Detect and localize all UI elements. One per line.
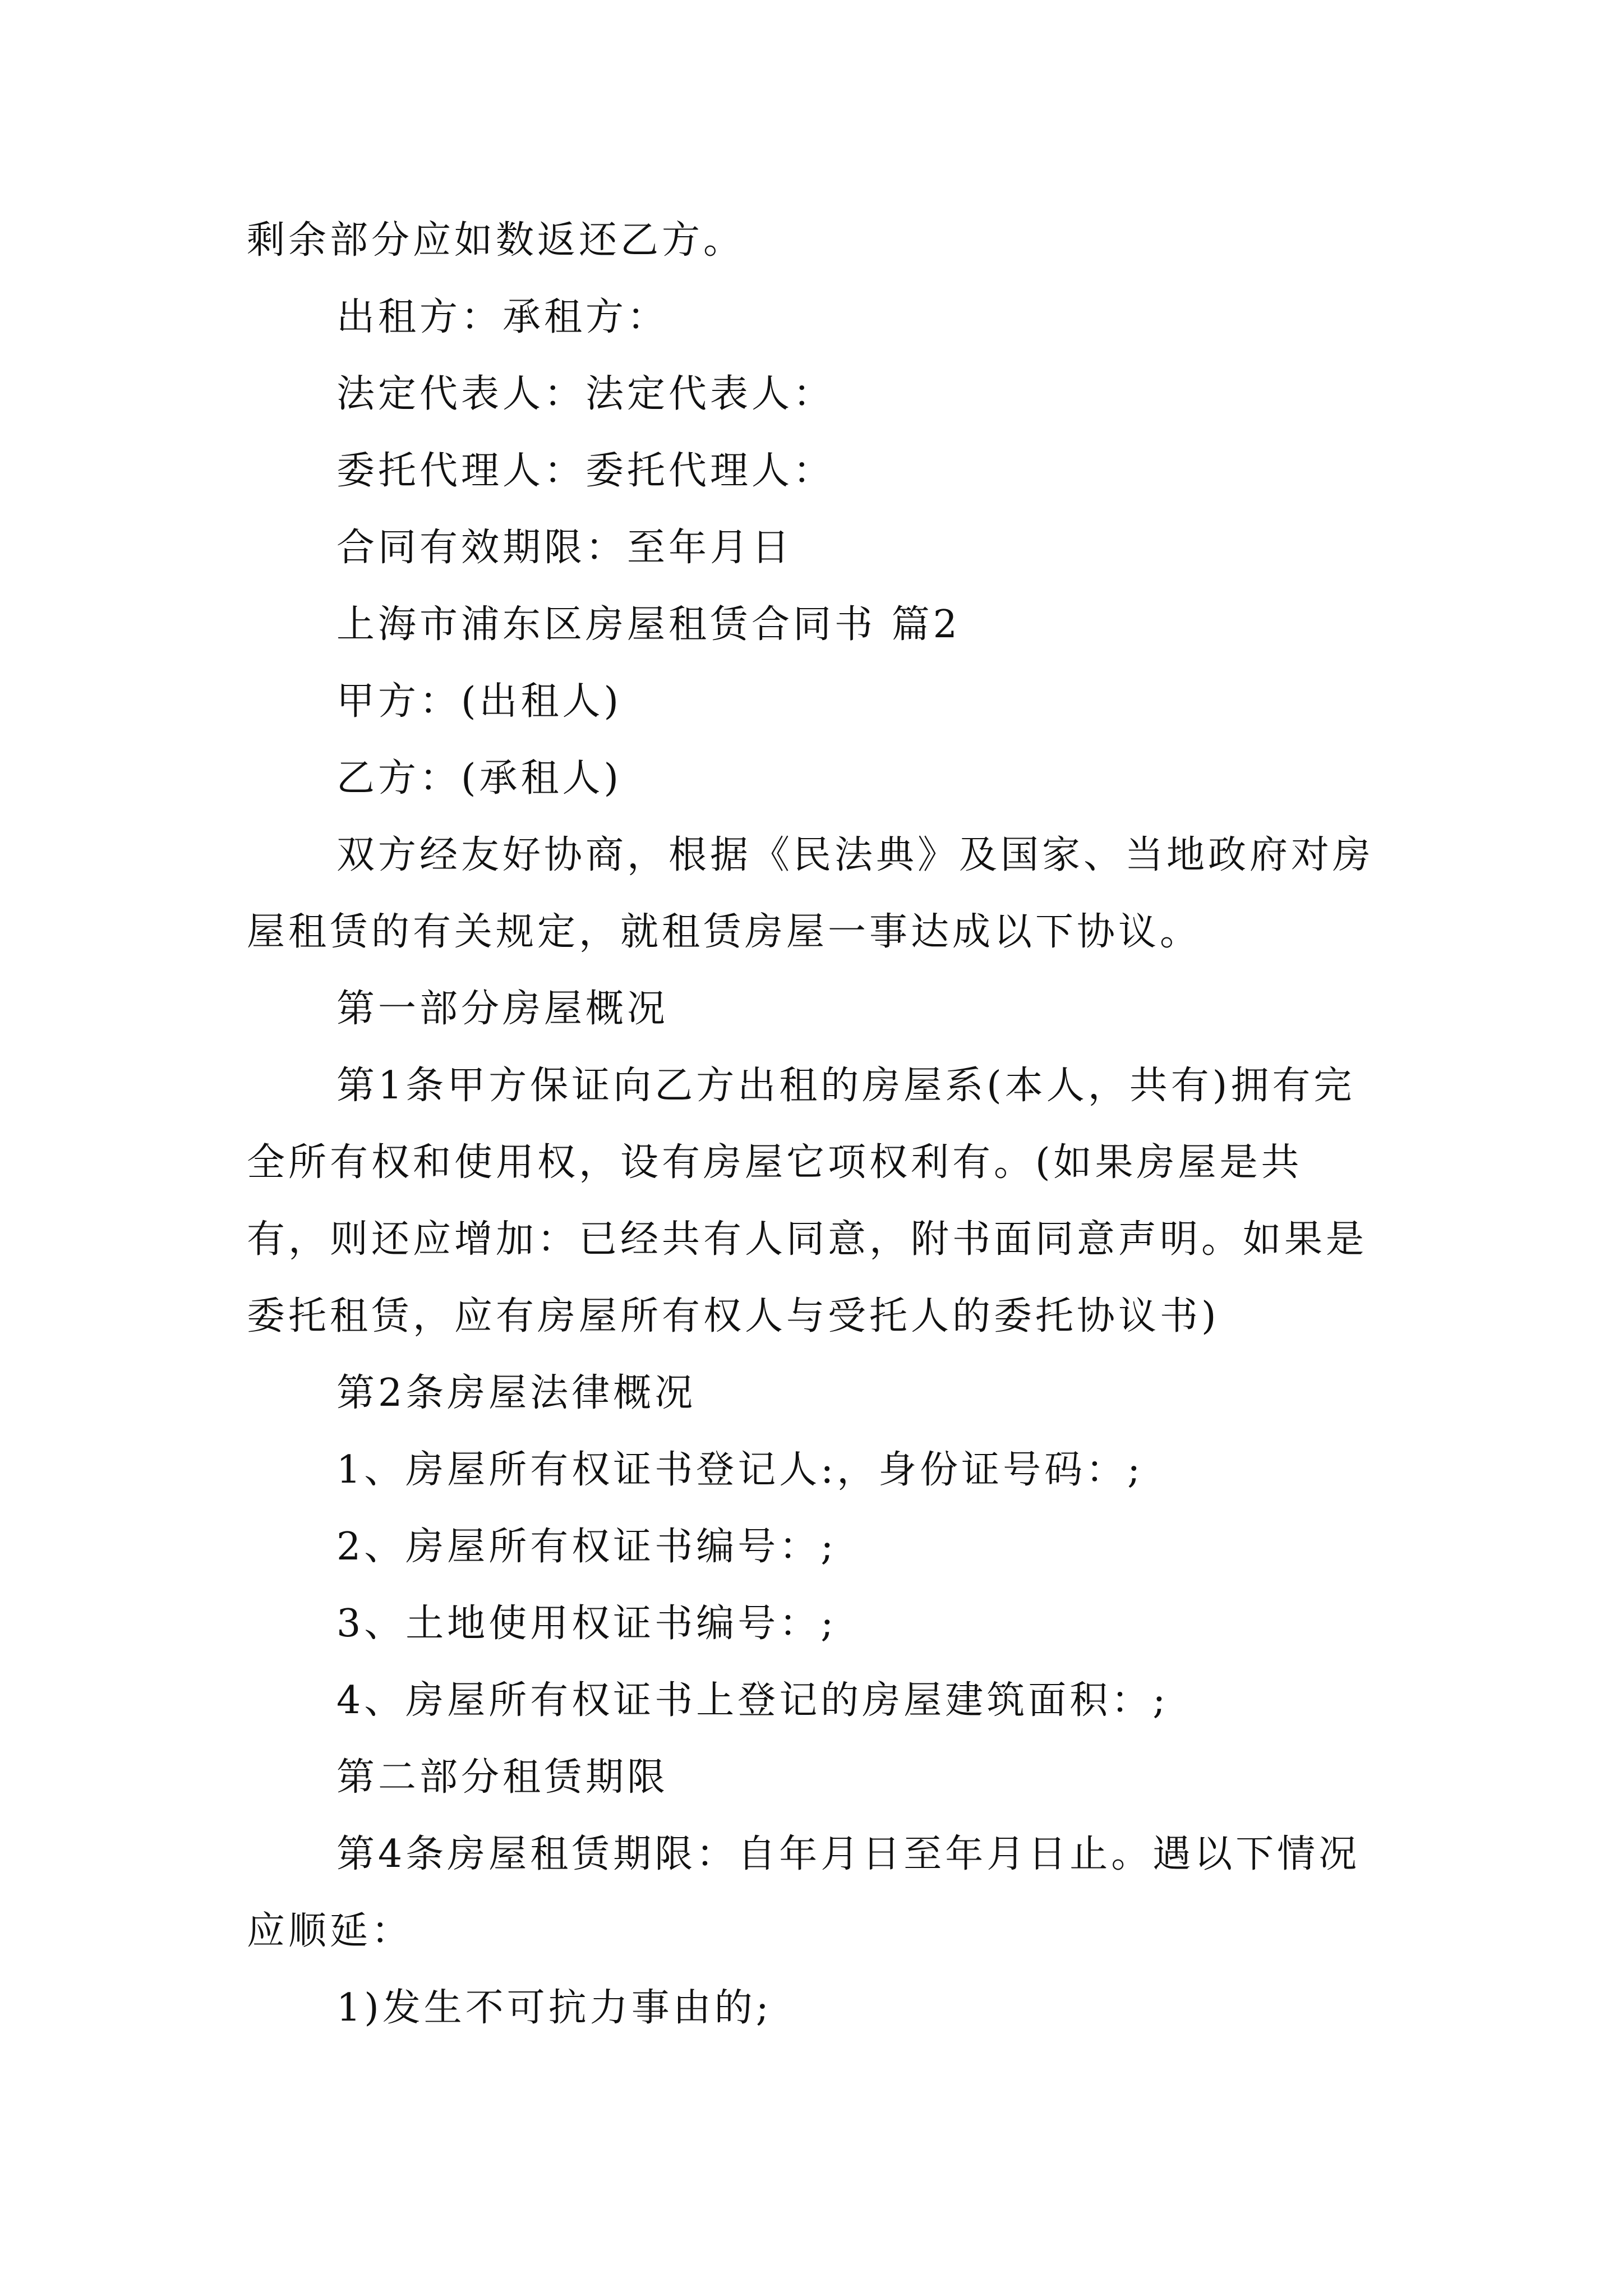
list-item: 1)发生不可抗力事由的; <box>336 1986 772 2030</box>
paragraph: 法定代表人：法定代表人： <box>336 372 835 416</box>
section-heading: 第二部分租赁期限 <box>336 1755 669 1800</box>
paragraph: 双方经友好协商，根据《民法典》及国家、当地政府对房屋租赁的有关规定，就租赁房屋一事达成以下协议。 <box>247 833 1375 954</box>
list-item: 1、房屋所有权证书登记人:，身份证号码：; <box>336 1448 1144 1492</box>
paragraph: 第4条房屋租赁期限：自年月日至年月日止。遇以下情况应顺延： <box>247 1832 1361 1953</box>
paragraph: 乙方：(承租人) <box>336 756 623 800</box>
paragraph: 第1条甲方保证向乙方出租的房屋系(本人，共有)拥有完全所有权和使用权，设有房屋它项权利有。(如果房屋是共有，则还应增加：已经共有人同意，附书面同意声明。如果是委托租赁，应有房屋所有权人与受托人的委托协议书) <box>247 1064 1368 1338</box>
document-body <box>247 202 1385 2046</box>
list-item: 4、房屋所有权证书上登记的房屋建筑面积：; <box>336 1678 1169 1723</box>
section-heading: 第一部分房屋概况 <box>336 987 669 1031</box>
paragraph: 剩余部分应如数返还乙方。 <box>247 218 745 263</box>
section-heading: 上海市浦东区房屋租赁合同书 篇2 <box>336 602 961 647</box>
paragraph: 合同有效期限：至年月日 <box>336 526 794 570</box>
section-heading: 第2条房屋法律概况 <box>336 1371 697 1415</box>
paragraph: 甲方：(出租人) <box>336 679 623 724</box>
paragraph: 委托代理人：委托代理人： <box>336 449 835 493</box>
paragraph: 出租方：承租方： <box>336 295 669 339</box>
list-item: 2、房屋所有权证书编号：; <box>336 1525 837 1569</box>
list-item: 3、土地使用权证书编号：; <box>336 1602 837 1646</box>
